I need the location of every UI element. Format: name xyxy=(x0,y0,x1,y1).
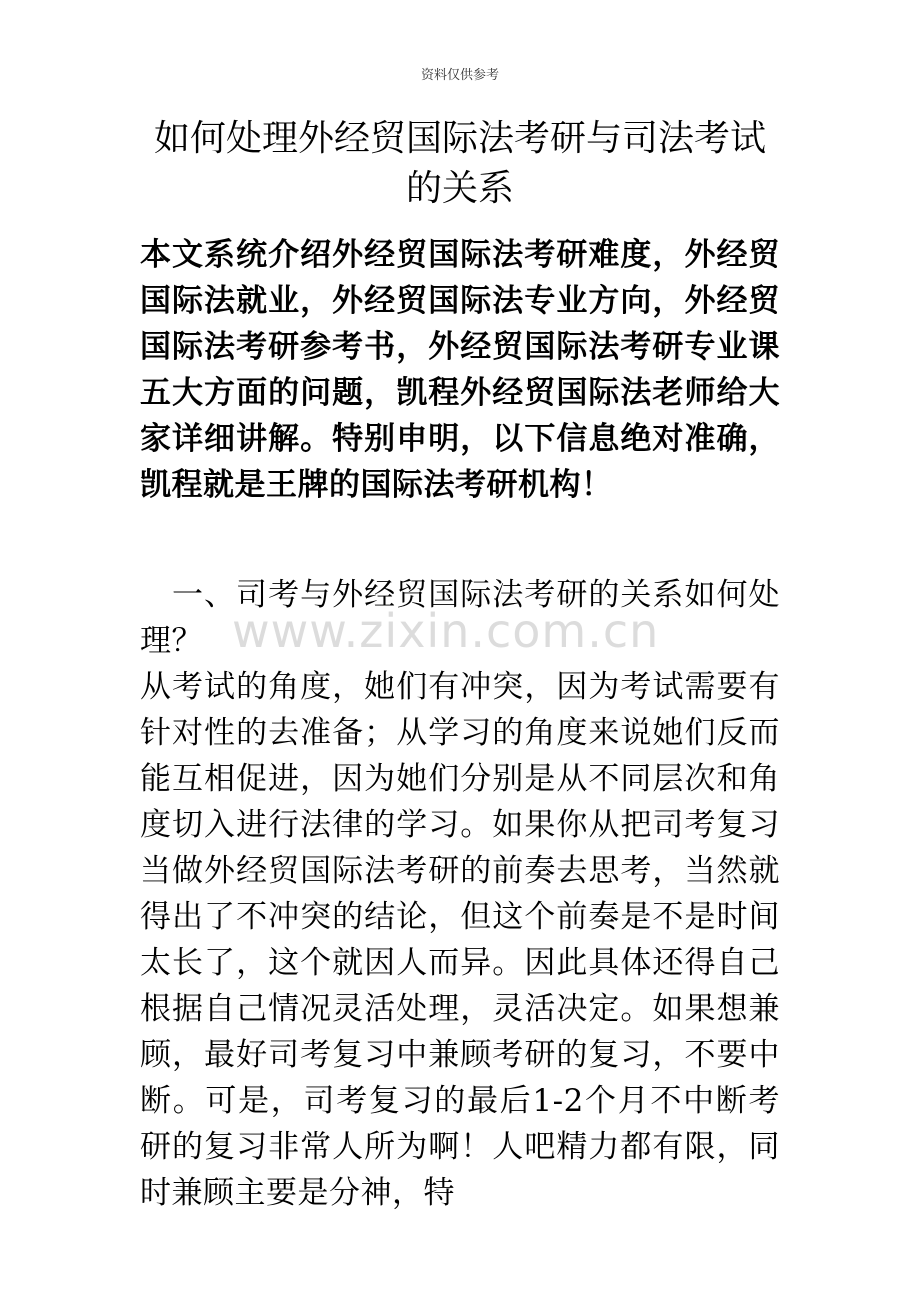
section-1-body: 从考试的角度，她们有冲突，因为考试需要有针对性的去准备；从学习的角度来说她们反而能互相促进，因为她们分别是从不同层次和角度切入进行法律的学习。如果你从把司考复习当做外经贸国际法考研的前奏去思考，当然就得出了不冲突的结论，但这个前奏是不是时间太长了，这个就因人而异。因此具体还得自己根据自己情况灵活处理，灵活决定。如果想兼顾，最好司考复习中兼顾考研的复习，不要中断。可是，司考复习的最后1-2个月不中断考研的复习非常人所为啊！人吧精力都有限，同时兼顾主要是分神，特 xyxy=(140,669,780,1211)
section-1 xyxy=(140,572,780,1216)
intro-paragraph: 本文系统介绍外经贸国际法考研难度，外经贸国际法就业，外经贸国际法专业方向，外经贸国际法考研参考书，外经贸国际法考研专业课五大方面的问题，凯程外经贸国际法老师给大家详细讲解。特别申明，以下信息绝对准确，凯程就是王牌的国际法考研机构！ xyxy=(140,237,780,503)
watermark: www.zixin.com.cn xyxy=(232,604,660,658)
page-title: 如何处理外经贸国际法考研与司法考试的关系 xyxy=(153,118,766,209)
section-1-heading: 一、司考与外经贸国际法考研的关系如何处理？ xyxy=(140,577,780,659)
header-note: 资料仅供参考 xyxy=(420,68,499,83)
